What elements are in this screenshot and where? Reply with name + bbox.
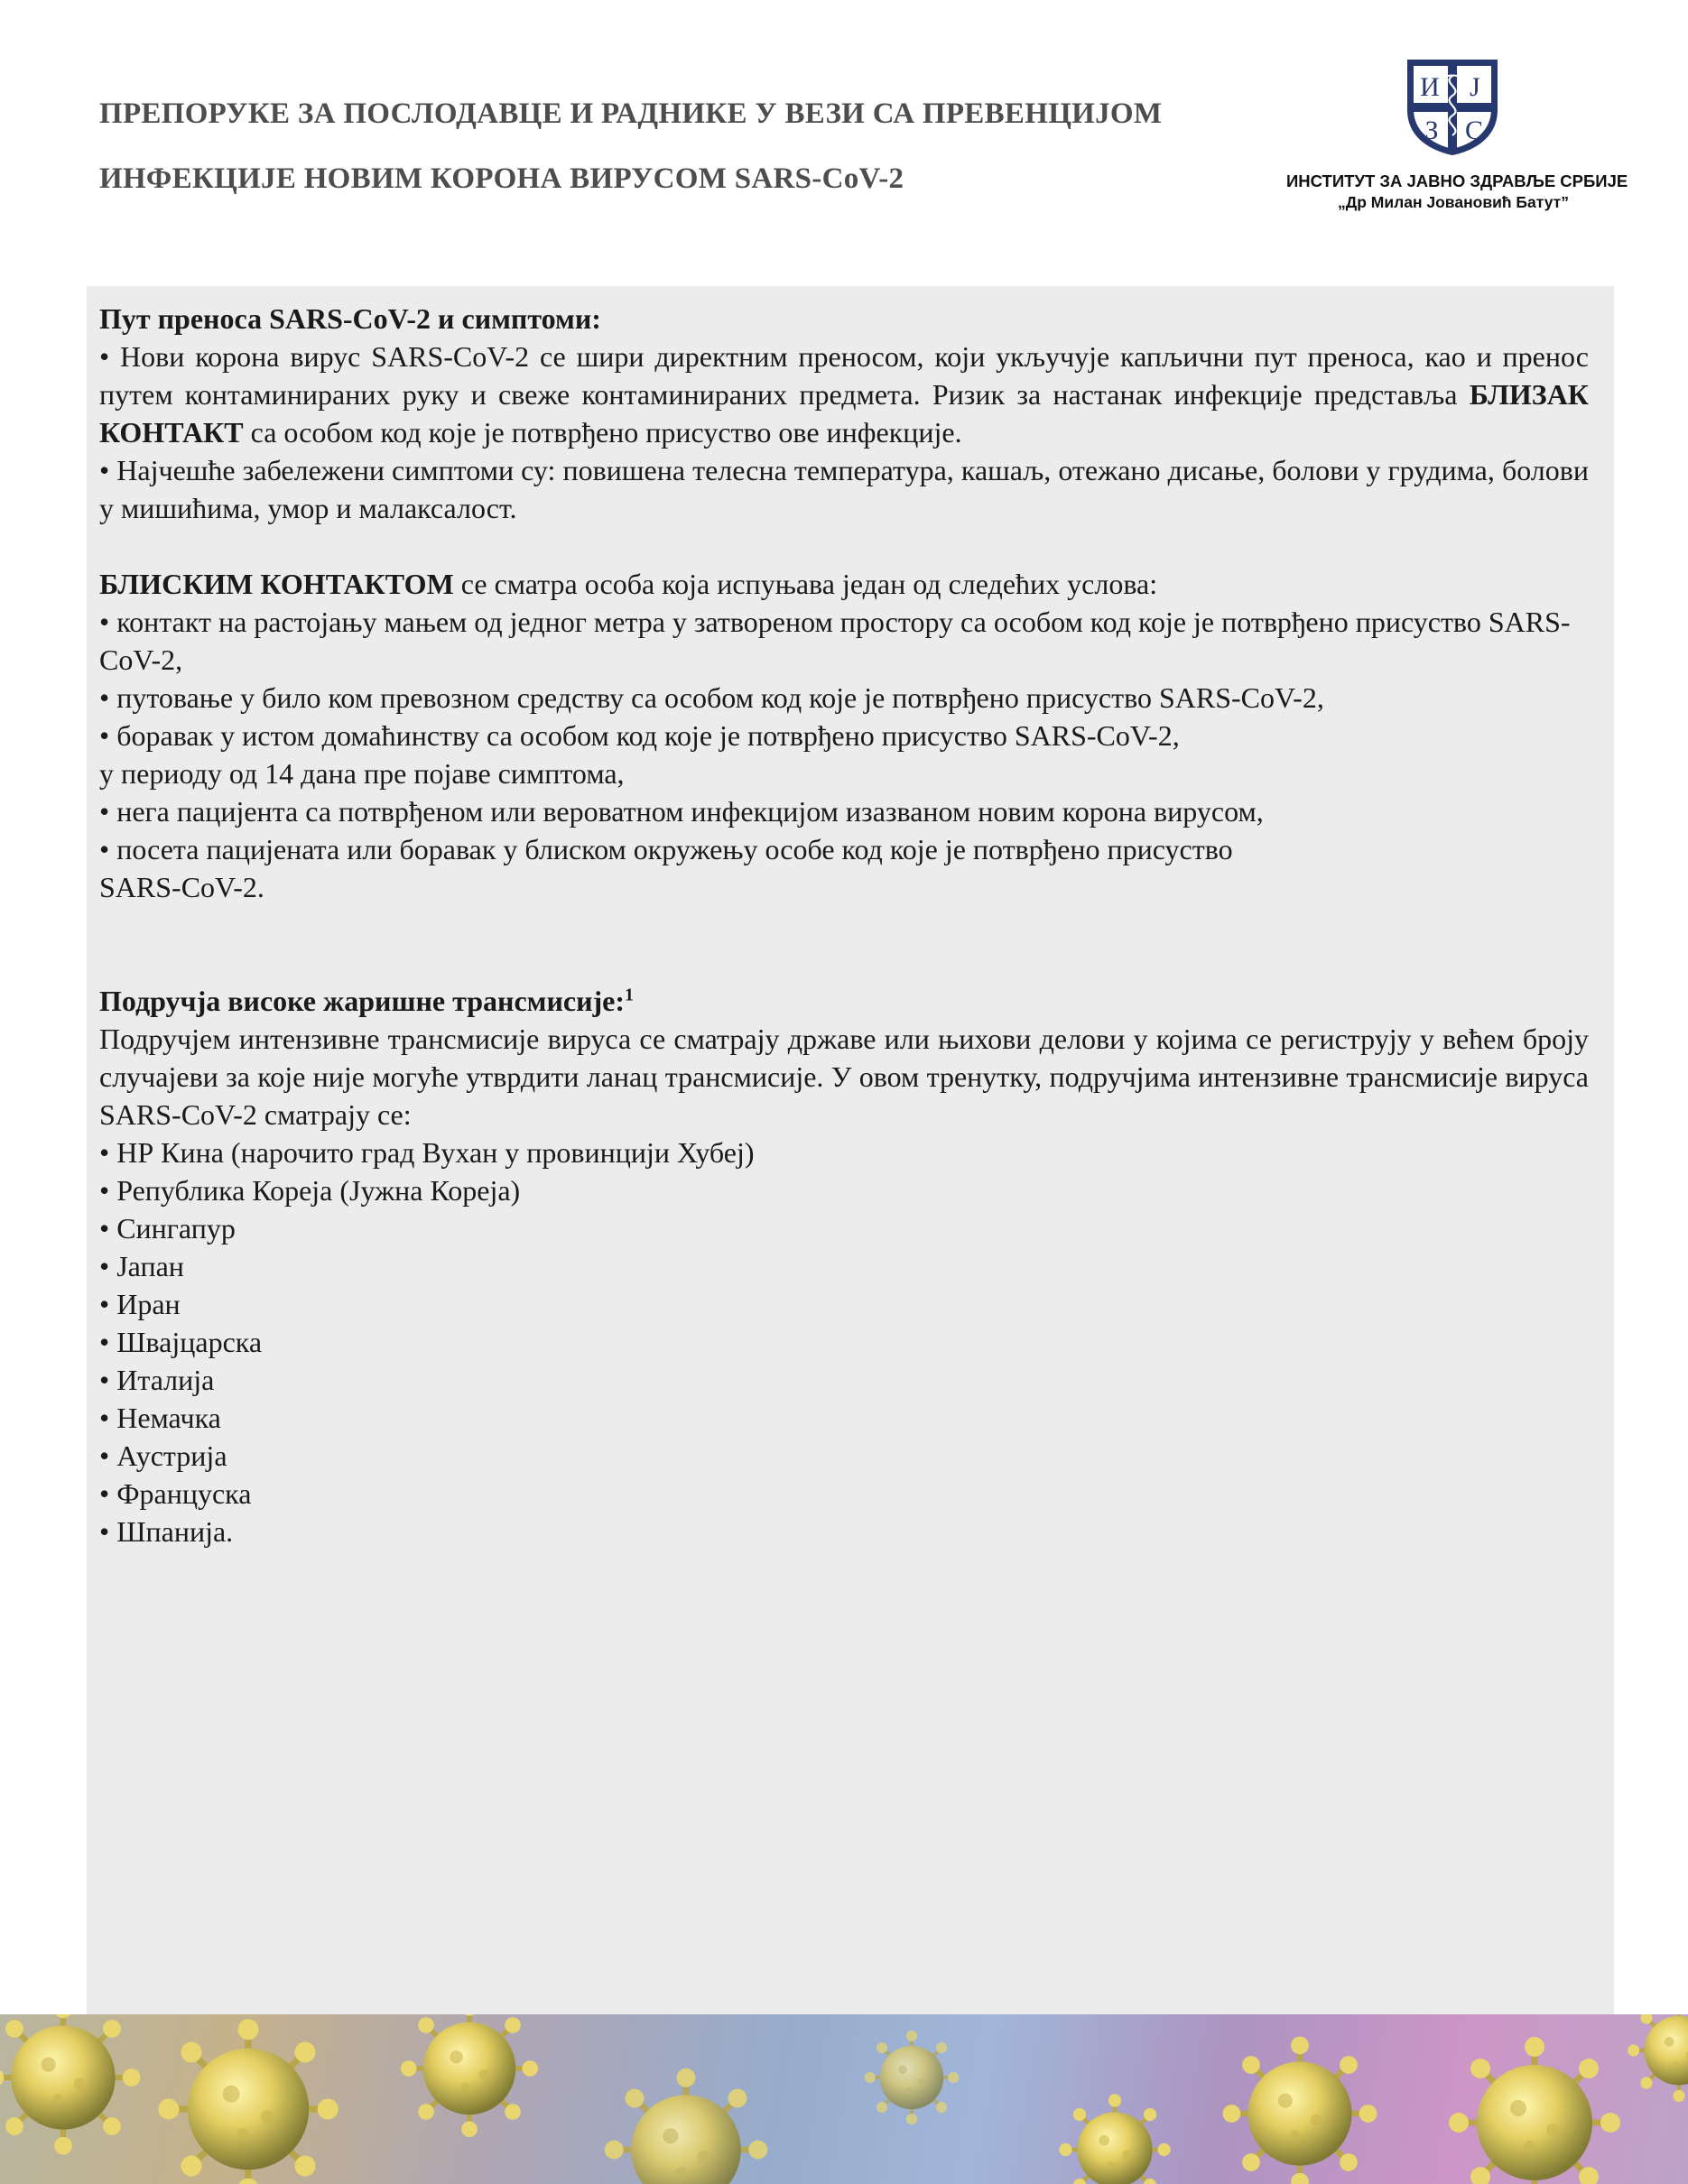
- country-list-item: • Шпанија.: [99, 1515, 234, 1548]
- country-list-item: • НР Кина (нарочито град Вухан у провинцији Хубеј): [99, 1136, 755, 1169]
- institute-logo: [1286, 56, 1628, 218]
- section2-intro-bold: БЛИСКИМ КОНТАКТОМ: [99, 568, 454, 600]
- country-list-item: • Швајцарска: [99, 1326, 263, 1358]
- section2-line: у периоду од 14 дана пре појаве симптома,: [99, 757, 625, 790]
- section3-heading: Подручја високе жаришне трансмисије:: [99, 985, 626, 1017]
- logo-letter-4: С: [1464, 116, 1484, 145]
- institute-name: ИНСТИТУТ ЗА ЈАВНО ЗДРАВЉЕ СРБИЈЕ: [1286, 171, 1628, 190]
- country-list-item: • Сингапур: [99, 1212, 236, 1245]
- country-list-item: • Италија: [99, 1364, 215, 1396]
- institute-shield-icon: [1402, 56, 1503, 157]
- section2-intro: БЛИСКИМ КОНТАКТОМ се сматра особа која испуњава један од следећих услова:: [99, 568, 1158, 600]
- country-list-item: • Иран: [99, 1288, 181, 1320]
- document-title-line2: ИНФЕКЦИЈЕ НОВИМ КОРОНА ВИРУСОМ SARS-CoV-2: [99, 162, 904, 195]
- logo-letter-3: З: [1424, 116, 1439, 145]
- country-list-item: • Француска: [99, 1477, 252, 1510]
- country-list-item: • Аустрија: [99, 1439, 227, 1472]
- section1-bullet1: • Нови корона вирус SARS-CoV-2 се шири директним преносом, који укључује капљични пут преноса, као и пренос путем контаминираних руку и свеже контаминираних предмета. Ризик за настанак инфекције представља БЛИЗАК КОНТАКТ са особом код које је потврђено присуство ове инфекције.: [99, 340, 1589, 449]
- section1-bullet2: • Најчешће забележени симптоми су: повишена телесна температура, кашаљ, отежано дисање, болови у грудима, болови у мишићима, умор и малаксалост.: [99, 454, 1589, 524]
- logo-letter-2: Ј: [1470, 72, 1480, 102]
- institute-subtitle: „Др Милан Јовановић Батут”: [1338, 193, 1569, 211]
- virus-particles-illustration: [0, 2014, 1688, 2184]
- section2-line: • нега пацијента са потврђеном или вероватном инфекцијом изазваном новим корона вирусом,: [99, 795, 1264, 828]
- document-body: [99, 300, 1589, 1550]
- logo-letter-1: И: [1420, 72, 1440, 102]
- section2-line: SARS-CoV-2.: [99, 871, 264, 903]
- coronavirus-banner-image: [0, 2014, 1688, 2184]
- close-contact-emphasis: БЛИЗАК КОНТАКТ: [99, 378, 1589, 449]
- section3-paragraph: Подручјем интензивне трансмисије вируса се сматрају државе или њихови делови у којима се региструју у већем броју случајеви за које није могуће утврдити ланац трансмисије. У овом тренутку, подручјима интензивне трансмисије вируса SARS-CoV-2 сматрају се:: [99, 1023, 1589, 1131]
- country-list-item: • Република Кореја (Јужна Кореја): [99, 1174, 521, 1207]
- section2-line: • путовање у било ком превозном средству са особом код које је потврђено присуство SARS-CoV-2,: [99, 681, 1324, 714]
- section1-heading: Пут преноса SARS-CoV-2 и симптоми:: [99, 302, 601, 335]
- country-list-item: • Немачка: [99, 1402, 221, 1434]
- country-list-item: • Јапан: [99, 1250, 184, 1282]
- section2-line: • посета пацијената или боравак у блиском окружењу особе код које је потврђено присуство: [99, 833, 1233, 865]
- section2-line: • контакт на растојању мањем од једног метра у затвореном простору са особом код које је потврђено присуство SARS-CoV-2,: [99, 606, 1571, 676]
- section2-line: • боравак у истом домаћинству са особом код које је потврђено присуство SARS-CoV-2,: [99, 719, 1180, 752]
- document-title-line1: ПРЕПОРУКЕ ЗА ПОСЛОДАВЦЕ И РАДНИКЕ У ВЕЗИ СА ПРЕВЕНЦИЈОМ: [99, 97, 1163, 130]
- footnote-marker: 1: [625, 985, 635, 1005]
